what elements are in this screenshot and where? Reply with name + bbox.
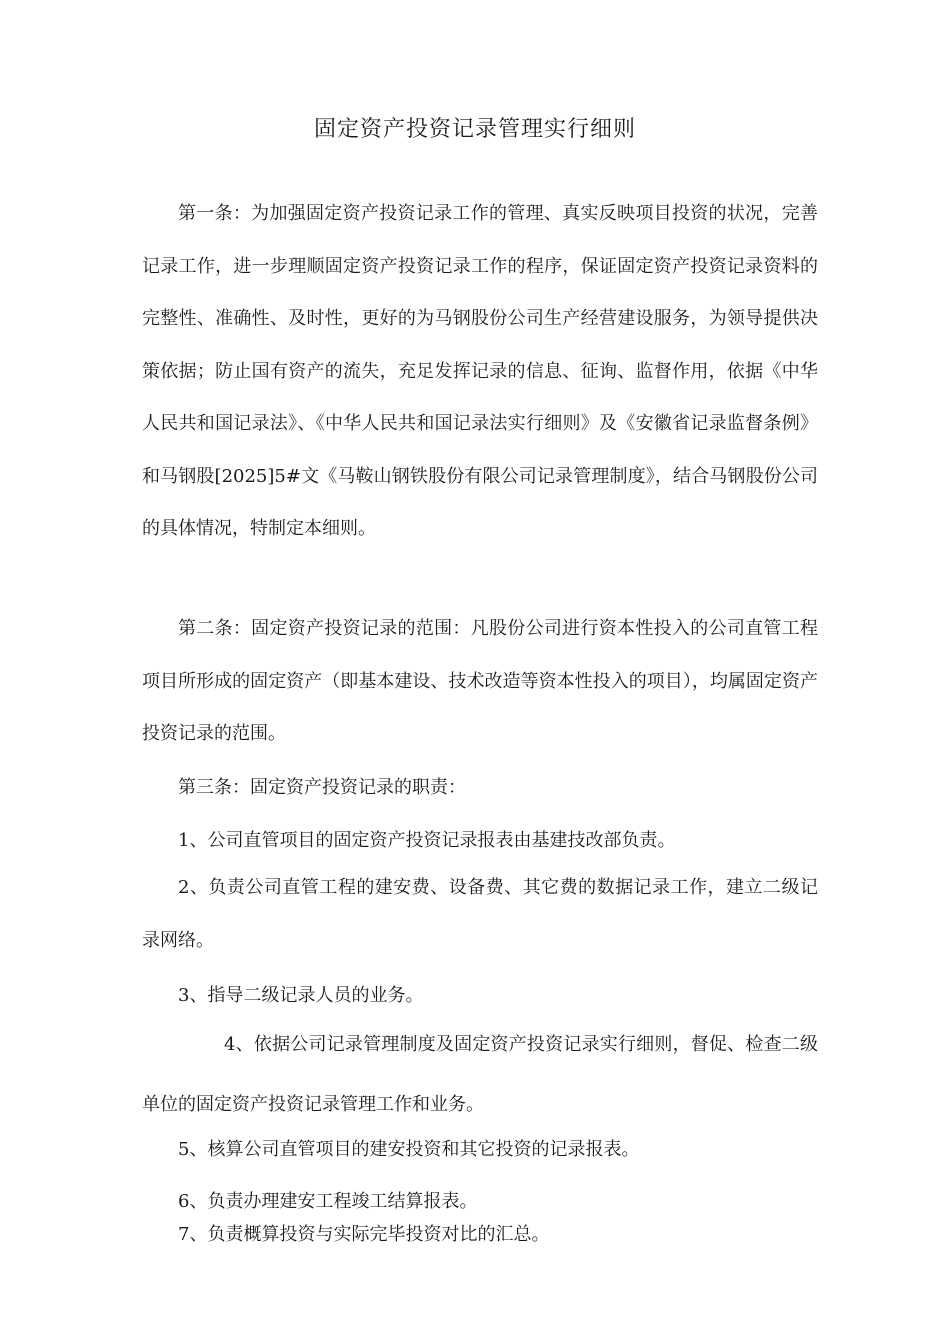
duty-item-4: 4、依据公司记录管理制度及固定资产投资记录实行细则，督促、检查二级单位的固定资产投资记录管理工作和业务。 [142,1034,818,1115]
duty-item-6: 6、负责办理建安工程竣工结算报表。 [178,1191,478,1212]
duty-item-7: 7、负责概算投资与实际完毕投资对比的汇总。 [178,1224,550,1245]
document-title: 固定资产投资记录管理实行细则 [313,117,636,142]
duty-item-5: 5、核算公司直管项目的建安投资和其它投资的记录报表。 [178,1139,640,1160]
article-1-paragraph: 第一条：为加强固定资产投资记录工作的管理、真实反映项目投资的状况，完善记录工作，进一步理顺固定资产投资记录工作的程序，保证固定资产投资记录资料的完整性、准确性、及时性，更好的为马钢股份公司生产经营建设服务，为领导提供决策依据；防止国有资产的流失，充足发挥记录的信息、征询、监督作用，依据《中华人民共和国记录法》、《中华人民共和国记录法实行细则》及《安徽省记录监督条例》和马钢股[2025]5#文《马鞍山钢铁股份有限公司记录管理制度》，结合马钢股份公司的具体情况，特制定本细则。 [142,203,818,539]
article-2-paragraph: 第二条：固定资产投资记录的范围：凡股份公司进行资本性投入的公司直管工程项目所形成的固定资产（即基本建设、技术改造等资本性投入的项目），均属固定资产投资记录的范围。 [142,618,818,744]
duty-item-2: 2、负责公司直管工程的建安费、设备费、其它费的数据记录工作，建立二级记录网络。 [142,877,818,951]
duty-item-1: 1、公司直管项目的固定资产投资记录报表由基建技改部负责。 [178,830,676,851]
duty-item-3: 3、指导二级记录人员的业务。 [178,985,424,1006]
article-3-heading: 第三条：固定资产投资记录的职责： [178,777,466,798]
